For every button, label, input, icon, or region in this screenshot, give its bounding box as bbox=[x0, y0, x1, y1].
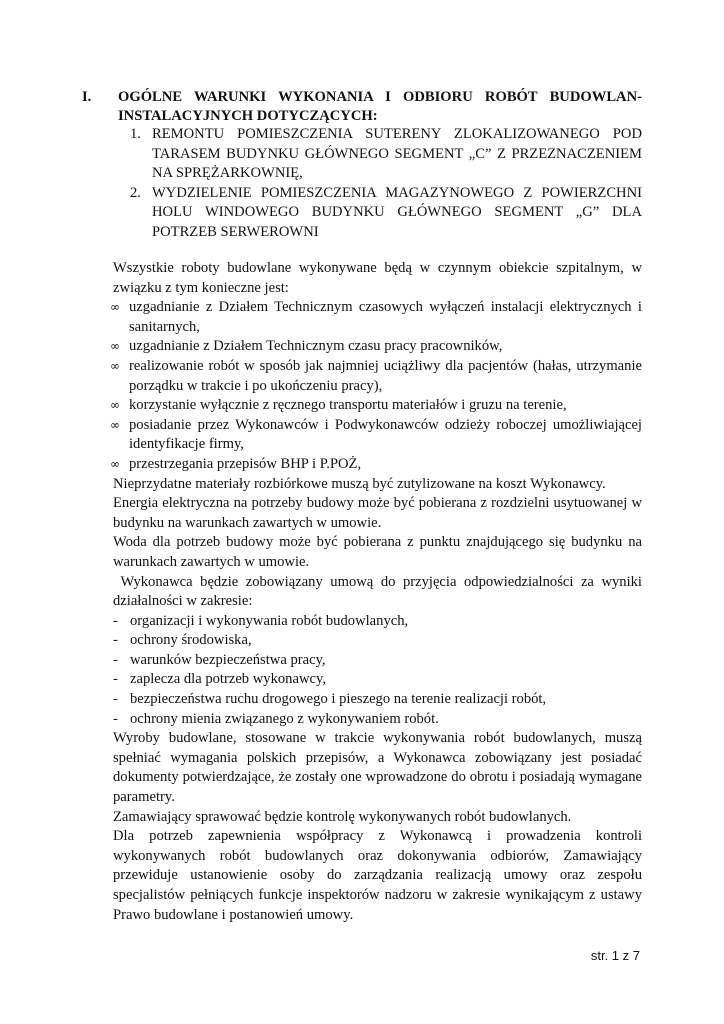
list-item bbox=[113, 710, 642, 730]
infinity-bullet-icon: ∞ bbox=[110, 417, 120, 432]
list-item-text: organizacji i wykonywania robót budowlanych, bbox=[130, 612, 409, 629]
section-number: I. bbox=[82, 89, 92, 105]
scope-item-text: WYDZIELENIE POMIESZCZENIA MAGAZYNOWEGO Z POWIERZCHNI HOLU WINDOWEGO BUDYNKU GŁÓWNEGO SEGMENT „G” DLA POTRZEB SERWEROWNI bbox=[152, 184, 642, 240]
page-number: str. 1 z 7 bbox=[590, 948, 640, 963]
list-item-text: przestrzegania przepisów BHP i P.POŻ, bbox=[129, 455, 362, 472]
list-item bbox=[113, 631, 642, 651]
scope-item bbox=[130, 125, 642, 184]
list-item-text: zaplecza dla potrzeb wykonawcy, bbox=[130, 671, 326, 688]
paragraph: Energia elektryczna na potrzeby budowy może być pobierana z rozdzielni usytuowanej w budynku na warunkach zawartych w umowie. bbox=[113, 495, 642, 531]
requirements-list bbox=[110, 298, 642, 474]
scope-item-number: 2. bbox=[130, 184, 141, 201]
scope-item-number: 1. bbox=[130, 126, 141, 142]
dash-bullet: - bbox=[113, 691, 118, 708]
scope-item-text: REMONTU POMIESZCZENIA SUTERENY ZLOKALIZOWANEGO POD TARASEM BUDYNKU GŁÓWNEGO SEGMENT „C” Z PRZEZNACZENIEM NA SPRĘŻARKOWNIĘ, bbox=[152, 126, 642, 182]
list-item-text: realizowanie robót w sposób jak najmniej uciążliwy dla pacjentów (hałas, utrzymanie porządku w trakcie i po ukończeniu pracy), bbox=[129, 357, 642, 394]
paragraph: Wykonawca będzie zobowiązany umową do przyjęcia odpowiedzialności za wyniki działalności w zakresie: bbox=[113, 573, 646, 610]
list-item-text: ochrony mienia związanego z wykonywaniem robót. bbox=[130, 710, 439, 727]
intro-paragraph: Wszystkie roboty budowlane wykonywane będą w czynnym obiekcie szpitalnym, w związku z tym konieczne jest: bbox=[113, 260, 642, 296]
list-item bbox=[113, 612, 642, 632]
dash-bullet: - bbox=[113, 632, 118, 649]
document-body bbox=[110, 259, 646, 925]
paragraph: Wyroby budowlane, stosowane w trakcie wykonywania robót budowlanych, muszą spełniać wymagania polskich przepisów, a Wykonawca zobowiązany jest posiadać dokumenty potwierdzające, że zostały one wprowadzone do obrotu i posiadają wymagane parametry. bbox=[113, 730, 642, 806]
scope-list bbox=[130, 125, 642, 243]
infinity-bullet-icon: ∞ bbox=[110, 398, 120, 413]
paragraph: Woda dla potrzeb budowy może być pobierana z punktu znajdującego się budynku na warunkach zawartych w umowie. bbox=[113, 534, 642, 570]
list-item-text: warunków bezpieczeństwa pracy, bbox=[130, 651, 326, 668]
list-item bbox=[110, 298, 642, 337]
list-item bbox=[110, 396, 642, 416]
list-item bbox=[110, 455, 642, 475]
infinity-bullet-icon: ∞ bbox=[110, 456, 120, 471]
list-item-text: posiadanie przez Wykonawców i Podwykonawców odzieży roboczej umożliwiającej identyfikacje firmy, bbox=[129, 416, 642, 453]
responsibility-list bbox=[113, 612, 642, 730]
list-item bbox=[113, 670, 642, 690]
list-item bbox=[110, 416, 642, 455]
list-item-text: uzgadnianie z Działem Technicznym czasowych wyłączeń instalacji elektrycznych i sanitarnych, bbox=[129, 299, 642, 335]
scope-item bbox=[130, 184, 642, 243]
list-item-text: bezpieczeństwa ruchu drogowego i pieszego na terenie realizacji robót, bbox=[130, 691, 547, 708]
list-item bbox=[113, 651, 642, 671]
list-item-text: ochrony środowiska, bbox=[130, 632, 252, 649]
dash-bullet: - bbox=[113, 651, 118, 668]
dash-bullet: - bbox=[113, 710, 118, 727]
list-item bbox=[113, 690, 642, 710]
list-item-text: korzystanie wyłącznie z ręcznego transportu materiałów i gruzu na terenie, bbox=[129, 397, 567, 414]
section-heading bbox=[76, 88, 642, 126]
list-item-text: uzgadnianie z Działem Technicznym czasu pracy pracowników, bbox=[129, 338, 503, 355]
infinity-bullet-icon: ∞ bbox=[110, 339, 120, 354]
infinity-bullet-icon: ∞ bbox=[110, 300, 120, 315]
paragraph: Dla potrzeb zapewnienia współpracy z Wykonawcą i prowadzenia kontroli wykonywanych robót budowlanych oraz dokonywania odbiorów, Zamawiający przewiduje ustanowienie osoby do zarządzania realizacją umowy oraz zespołu specjalistów pełniących funkcje inspektorów nadzoru w zakresie wynikającym z ustawy Prawo budowlane i postanowień umowy. bbox=[113, 828, 642, 923]
dash-bullet: - bbox=[113, 671, 118, 688]
dash-bullet: - bbox=[113, 612, 118, 629]
section-title: OGÓLNE WARUNKI WYKONANIA I ODBIORU ROBÓT BUDOWLAN-INSTALACYJNYCH DOTYCZĄCYCH: bbox=[118, 89, 642, 124]
list-item bbox=[110, 337, 642, 357]
infinity-bullet-icon: ∞ bbox=[110, 358, 120, 373]
paragraph: Zamawiający sprawować będzie kontrolę wykonywanych robót budowlanych. bbox=[113, 808, 572, 825]
paragraph: Nieprzydatne materiały rozbiórkowe muszą być zutylizowane na koszt Wykonawcy. bbox=[113, 475, 606, 492]
list-item bbox=[110, 357, 642, 396]
